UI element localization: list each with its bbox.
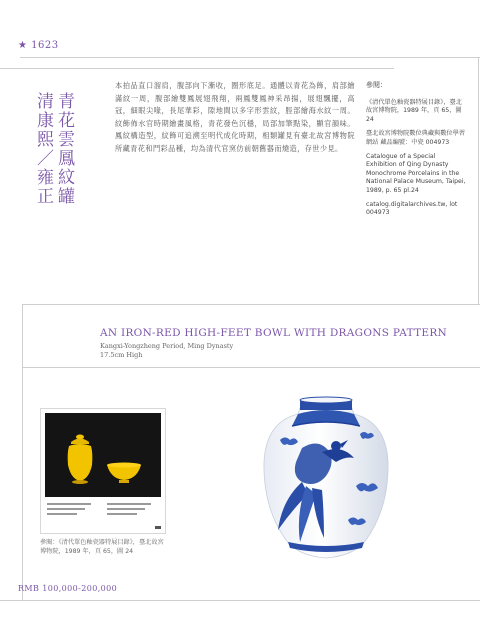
vertical-title: 青花雲鳳紋罐 清康熙／雍正 bbox=[33, 92, 74, 206]
english-subtitle bbox=[100, 342, 233, 360]
lot-number-value: 1623 bbox=[31, 40, 59, 51]
top-divider bbox=[0, 68, 394, 69]
page-mark bbox=[155, 526, 161, 529]
right-border bbox=[478, 57, 479, 305]
english-title: AN IRON-RED HIGH-FEET BOWL WITH DRAGONS PATTERN bbox=[100, 327, 448, 339]
estimate-price: RMB 100,000-200,000 bbox=[18, 584, 118, 593]
blue-white-jar-image bbox=[262, 390, 390, 566]
reference-photo-caption: 參閱：《清代單色釉瓷器特展目錄》，臺北故宮博物院，1989 年，頁 65，圖 24 bbox=[40, 539, 164, 555]
yellow-vessels-image bbox=[45, 413, 161, 497]
photo-frame-left bbox=[22, 368, 23, 600]
english-size: 17.5cm High bbox=[100, 351, 143, 359]
reference-item: catalog.digitalarchives.tw, lot 004973 bbox=[366, 201, 458, 217]
mid-divider bbox=[22, 304, 480, 305]
reference-photo bbox=[40, 408, 166, 534]
reference-heading: 參閱： bbox=[366, 81, 387, 89]
chinese-description: 本拍品直口溜肩，腹部向下漸收，圈形底足。通體以青花為飾，肩部繪滿紋一周，腹部繪雙鳳展翅飛翔，兩鳳雙鳳神采昂揚，展翅飄擺，高冠，細眼尖喙，長尾華彩，隙地間以多字形雲紋，脛部繪海水紋一周。紋飾佈水官時期繪畫風格，青花發色沉穩，局部加筆點染，顯官韻味。鳳紋構造型，紋飾可追溯至明代成化時期，相類罐見有臺北故宮博物院所藏青花和鬥彩品種，均為清代官窯仿前朝舊器而燒造，存世少見。 bbox=[115, 81, 355, 153]
reference-photo-backdrop bbox=[45, 413, 161, 497]
title-divider bbox=[22, 367, 480, 368]
reference-photo-caption-lines bbox=[47, 501, 159, 525]
english-period: Kangxi-Yongzheng Period, Ming Dynasty bbox=[100, 342, 234, 350]
reference-item: 臺北故宮博物院數位典藏與數位學習網站 藏品編號：中瓷 004973 bbox=[366, 130, 465, 146]
bottom-divider bbox=[0, 600, 480, 601]
left-inner-border bbox=[22, 304, 23, 368]
reference-item: Catalogue of a Special Exhibition of Qing Dynasty Monochrome Porcelains in the National Palace Museum, Taipei, 1989, p. 65 pl.24 bbox=[366, 153, 466, 194]
lot-number: ★ 1623 bbox=[18, 40, 59, 51]
reference-box bbox=[366, 80, 466, 224]
top-right-divider bbox=[20, 57, 480, 58]
reference-item: 《清代單色釉瓷器特展目錄》，臺北故宮博物院，1989 年，頁 65，圖 24 bbox=[366, 99, 462, 123]
